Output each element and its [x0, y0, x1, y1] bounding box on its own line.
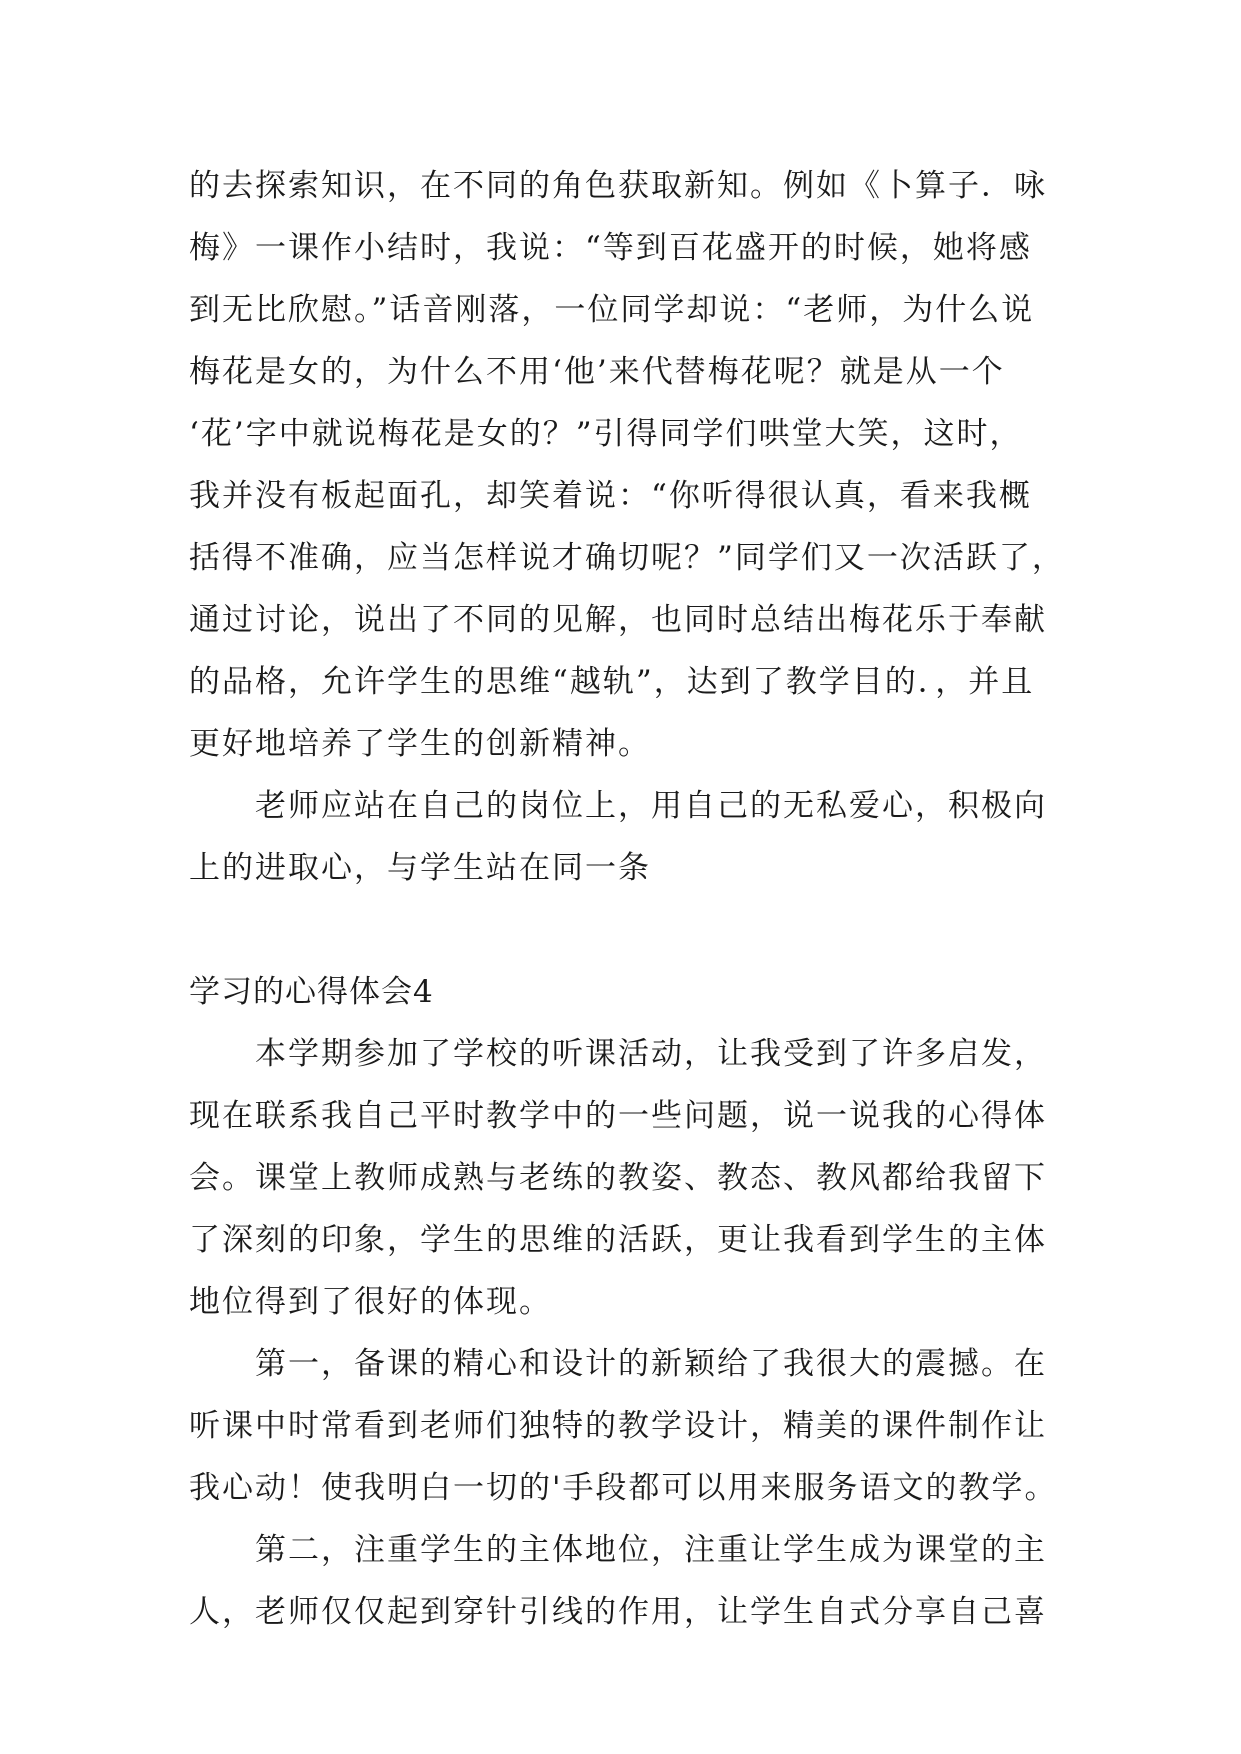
- text-line: 本学期参加了学校的听课活动，让我受到了许多启发，: [255, 1036, 1047, 1072]
- text-line: 地位得到了很好的体现。: [189, 1284, 552, 1320]
- text-line: 梅花是女的，为什么不用‘他’来代替梅花呢？就是从一个: [189, 354, 1005, 390]
- section-gap: [189, 899, 1059, 961]
- text-line: 老师应站在自己的岗位上，用自己的无私爱心，积极向: [255, 788, 1047, 824]
- text-line: 第二，注重学生的主体地位，注重让学生成为课堂的主: [255, 1532, 1047, 1568]
- paragraph-listening-activity: [189, 1023, 1059, 1333]
- text-line: 我心动！使我明白一切的'手段都可以用来服务语文的教学。: [189, 1470, 1058, 1506]
- text-line: 到无比欣慰。”话音刚落，一位同学却说：“老师，为什么说: [189, 292, 1035, 328]
- section-heading: 学习的心得体会4: [189, 974, 434, 1010]
- text-line: 的去探索知识，在不同的角色获取新知。例如《卜算子．咏: [189, 168, 1047, 204]
- paragraph-meihua-discussion: [189, 155, 1065, 775]
- text-line: 第一，备课的精心和设计的新颖给了我很大的震撼。在: [255, 1346, 1047, 1382]
- text-line: 现在联系我自己平时教学中的一些问题，说一说我的心得体: [189, 1098, 1047, 1134]
- paragraph-second-point: [189, 1519, 1059, 1643]
- document-page: [189, 155, 1065, 1643]
- text-line: 梅》一课作小结时，我说：“等到百花盛开的时候，她将感: [189, 230, 1032, 266]
- text-line: 会。课堂上教师成熟与老练的教姿、教态、教风都给我留下: [189, 1160, 1047, 1196]
- paragraph-teacher-position: [189, 775, 1059, 899]
- text-line: 人，老师仅仅起到穿针引线的作用，让学生自式分享自己喜: [189, 1594, 1047, 1630]
- text-line: 通过讨论，说出了不同的见解，也同时总结出梅花乐于奉献: [189, 602, 1047, 638]
- text-line: 更好地培养了学生的创新精神。: [189, 726, 651, 762]
- text-line: 了深刻的印象，学生的思维的活跃，更让我看到学生的主体: [189, 1222, 1047, 1258]
- paragraph-first-point: [189, 1333, 1059, 1519]
- text-line: 的品格，允许学生的思维“越轨”，达到了教学目的．，并且: [189, 664, 1035, 700]
- text-line: 我并没有板起面孔，却笑着说：“你听得很认真，看来我概: [189, 478, 1032, 514]
- text-line: ‘花’字中就说梅花是女的？”引得同学们哄堂大笑，这时，: [189, 416, 1023, 452]
- text-line: 上的进取心，与学生站在同一条: [189, 850, 651, 886]
- text-line: 听课中时常看到老师们独特的教学设计，精美的课件制作让: [189, 1408, 1047, 1444]
- text-line: 括得不准确，应当怎样说才确切呢？”同学们又一次活跃了，: [189, 540, 1065, 576]
